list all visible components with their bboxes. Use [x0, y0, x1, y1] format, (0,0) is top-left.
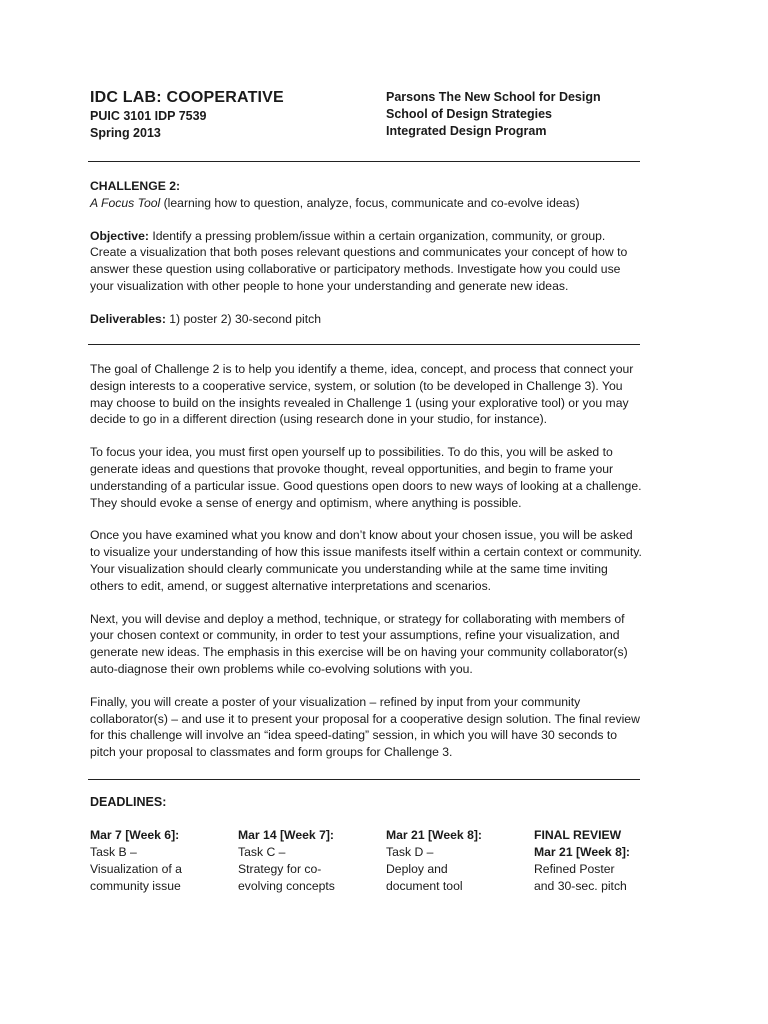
institution-line: School of Design Strategies	[386, 107, 553, 121]
tool-name: A Focus Tool	[90, 195, 161, 210]
deadline-task: Task C –	[238, 845, 286, 859]
deliverables	[90, 311, 642, 328]
tool-description: (learning how to question, analyze, focus, communicate and co-evolve ideas)	[160, 195, 580, 210]
deadline-task: Visualization of a	[90, 862, 182, 876]
body-paragraph: Next, you will devise and deploy a method, technique, or strategy for collaborating with members of your chosen context or community, in order to test your assumptions, refine your visualization, and generate new ideas. The emphasis in this exercise will be on having your community collaborator(s) auto-diagnose their own problems while co-evolving solutions with you.	[90, 611, 628, 676]
description-section	[90, 361, 642, 761]
deadline-task: Task D –	[386, 845, 434, 859]
deadline-task: and 30-sec. pitch	[534, 879, 627, 893]
objective-label: Objective:	[90, 228, 149, 243]
deadline-column	[90, 827, 230, 895]
institution-line: Integrated Design Program	[386, 124, 547, 138]
challenge-tool	[90, 195, 642, 212]
divider	[88, 161, 640, 162]
deadline-date: Mar 14 [Week 7]:	[238, 828, 334, 842]
deliverables-label: Deliverables:	[90, 311, 166, 326]
deadline-task: evolving concepts	[238, 879, 335, 893]
deadline-column	[534, 827, 674, 895]
institution-header	[386, 89, 666, 140]
deadline-date: Mar 7 [Week 6]:	[90, 828, 180, 842]
deadline-task: Deploy and	[386, 862, 448, 876]
deadline-task: Strategy for co-	[238, 862, 322, 876]
divider	[88, 779, 640, 780]
divider	[88, 344, 640, 345]
final-review-heading: FINAL REVIEW	[534, 828, 622, 842]
body-paragraph: Once you have examined what you know and don’t know about your chosen issue, you will be asked to visualize your understanding of how this issue manifests itself within a certain context or community. Your visualization should clearly communicate you understanding while at the same time inviting others to edit, amend, or suggest alternative interpretations and scenarios.	[90, 528, 642, 593]
course-header	[90, 88, 370, 142]
challenge-heading: CHALLENGE 2:	[90, 179, 181, 193]
body-paragraph: To focus your idea, you must first open yourself up to possibilities. To do this, you will be asked to generate ideas and questions that provoke thought, reveal opportunities, and begin to frame your understanding of a particular issue. Good questions open doors to new ways of looking at a challenge. They should evoke a sense of energy and optimism, where anything is possible.	[90, 445, 642, 510]
objective-text: Identify a pressing problem/issue within a certain organization, community, or group. Create a visualization that both poses relevant questions and communicates your concept of how to answer these question using collaborative or participatory methods. Investigate how you could use your visualization with other people to hone your understanding and generate new ideas.	[90, 228, 628, 293]
objective	[90, 228, 642, 295]
deadline-task: community issue	[90, 879, 181, 893]
deadline-date: Mar 21 [Week 8]:	[534, 845, 630, 859]
deadlines-title: DEADLINES:	[90, 795, 167, 809]
deadline-column	[386, 827, 526, 895]
deadline-task: document tool	[386, 879, 463, 893]
deadline-column	[238, 827, 378, 895]
deadline-task: Task B –	[90, 845, 137, 859]
term: Spring 2013	[90, 126, 161, 140]
deadline-task: Refined Poster	[534, 862, 615, 876]
course-code: PUIC 3101 IDP 7539	[90, 109, 207, 123]
deliverables-text: 1) poster 2) 30-second pitch	[165, 311, 322, 326]
deadline-date: Mar 21 [Week 8]:	[386, 828, 482, 842]
body-paragraph: Finally, you will create a poster of your visualization – refined by input from your community collaborator(s) – and use it to present your proposal for a cooperative design solution. The final review for this challenge will involve an “idea speed-dating” session, in which you will have 30 seconds to pitch your proposal to classmates and form groups for Challenge 3.	[90, 694, 640, 760]
course-title: IDC LAB: COOPERATIVE	[90, 89, 284, 106]
institution-line: Parsons The New School for Design	[386, 90, 601, 104]
body-paragraph: The goal of Challenge 2 is to help you identify a theme, idea, concept, and process that connect your design interests to a cooperative service, system, or solution (to be developed in Challenge 3). You may choose to build on the insights revealed in Challenge 1 (using your explorative tool) or you may decide to go in a different direction (using research done in your studio, for instance).	[90, 362, 634, 427]
challenge-section	[90, 178, 642, 328]
